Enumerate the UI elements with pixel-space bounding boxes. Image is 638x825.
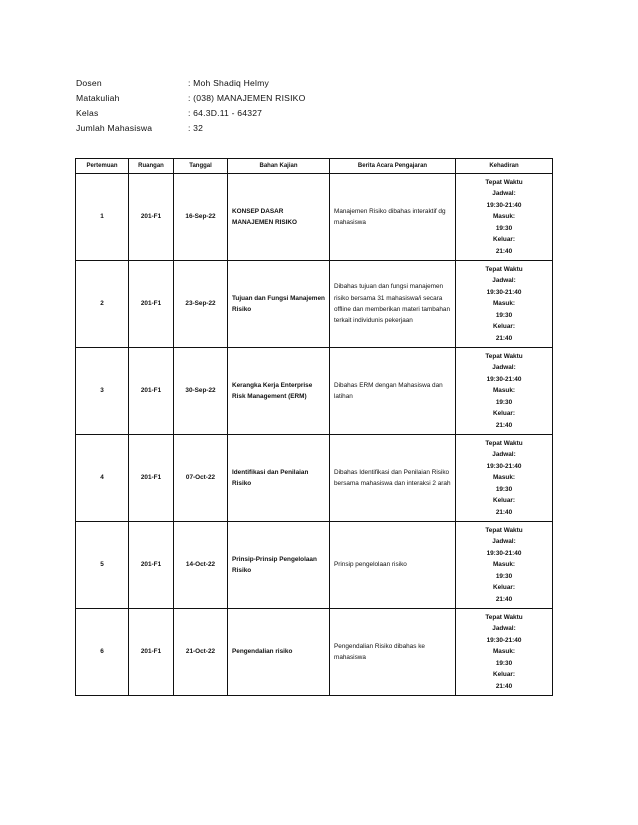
cell-kehadiran: [456, 174, 553, 261]
attendance-schedule-label: Jadwal:: [492, 190, 516, 198]
cell-ruangan: 201-F1: [129, 435, 174, 522]
cell-tanggal: 07-Oct-22: [174, 435, 228, 522]
table-row: [76, 522, 553, 609]
table-row: [76, 174, 553, 261]
attendance-out: 21:40: [495, 334, 513, 342]
info-label: Kelas: [76, 108, 99, 118]
attendance-out: 21:40: [495, 247, 513, 255]
cell-ruangan: 201-F1: [129, 174, 174, 261]
cell-pertemuan: 1: [76, 174, 129, 261]
attendance-schedule: 19:30-21:40: [486, 636, 522, 644]
attendance-out-label: Keluar:: [492, 584, 516, 592]
attendance-in-label: Masuk:: [492, 387, 516, 395]
attendance-status: Tepat Waktu: [485, 440, 523, 448]
cell-bahan-kajian: Pengendalian risiko: [228, 609, 330, 696]
attendance-status: Tepat Waktu: [485, 614, 523, 622]
cell-tanggal: 30-Sep-22: [174, 348, 228, 435]
attendance-in-label: Masuk:: [492, 474, 516, 482]
attendance-schedule: 19:30-21:40: [486, 375, 522, 383]
attendance-schedule-label: Jadwal:: [492, 625, 516, 633]
cell-berita-acara: Prinsip pengelolaan risiko: [330, 522, 456, 609]
attendance-in-label: Masuk:: [492, 648, 516, 656]
cell-pertemuan: 5: [76, 522, 129, 609]
attendance-out: 21:40: [495, 682, 513, 690]
cell-ruangan: 201-F1: [129, 609, 174, 696]
cell-kehadiran: [456, 261, 553, 348]
attendance-out-label: Keluar:: [492, 236, 516, 244]
table-row: [76, 435, 553, 522]
cell-bahan-kajian: Tujuan dan Fungsi Manajemen Risiko: [228, 261, 330, 348]
cell-pertemuan: 2: [76, 261, 129, 348]
cell-berita-acara: Dibahas ERM dengan Mahasiswa dan latihan: [330, 348, 456, 435]
info-label: Matakuliah: [76, 93, 120, 103]
attendance-in: 19:30: [495, 398, 513, 406]
attendance-status: Tepat Waktu: [485, 266, 523, 274]
attendance-table: [75, 158, 553, 696]
cell-kehadiran: [456, 609, 553, 696]
table-row: [76, 348, 553, 435]
cell-tanggal: 21-Oct-22: [174, 609, 228, 696]
attendance-status: Tepat Waktu: [485, 179, 523, 187]
cell-berita-acara: Pengendalian Risiko dibahas ke mahasiswa: [330, 609, 456, 696]
info-row-kelas: [76, 106, 306, 121]
attendance-schedule: 19:30-21:40: [486, 288, 522, 296]
header-kehadiran: Kehadiran: [456, 159, 553, 174]
attendance-in-label: Masuk:: [492, 213, 516, 221]
header-tanggal: Tanggal: [174, 159, 228, 174]
cell-tanggal: 16-Sep-22: [174, 174, 228, 261]
header-pertemuan: Pertemuan: [76, 159, 129, 174]
cell-bahan-kajian: Kerangka Kerja Enterprise Risk Management (ERM): [228, 348, 330, 435]
info-value: : 32: [188, 123, 204, 133]
header-bahan-kajian: Bahan Kajian: [228, 159, 330, 174]
table-row: [76, 609, 553, 696]
cell-berita-acara: Dibahas Identifikasi dan Penilaian Risiko bersama mahasiswa dan interaksi 2 arah: [330, 435, 456, 522]
cell-berita-acara: Manajemen Risiko dibahas interaktif dg mahasiswa: [330, 174, 456, 261]
attendance-in: 19:30: [495, 485, 513, 493]
attendance-in: 19:30: [495, 224, 513, 232]
attendance-schedule: 19:30-21:40: [486, 201, 522, 209]
attendance-out-label: Keluar:: [492, 671, 516, 679]
cell-bahan-kajian: Identifikasi dan Penilaian Risiko: [228, 435, 330, 522]
attendance-schedule-label: Jadwal:: [492, 364, 516, 372]
attendance-in: 19:30: [495, 572, 513, 580]
cell-kehadiran: [456, 348, 553, 435]
attendance-out: 21:40: [495, 595, 513, 603]
cell-ruangan: 201-F1: [129, 261, 174, 348]
cell-kehadiran: [456, 435, 553, 522]
attendance-in: 19:30: [495, 659, 513, 667]
header-berita-acara: Berita Acara Pengajaran: [330, 159, 456, 174]
info-value: : Moh Shadiq Helmy: [188, 78, 269, 88]
attendance-out-label: Keluar:: [492, 323, 516, 331]
cell-tanggal: 14-Oct-22: [174, 522, 228, 609]
cell-pertemuan: 4: [76, 435, 129, 522]
cell-ruangan: 201-F1: [129, 348, 174, 435]
table-header-row: [76, 159, 553, 174]
table-row: [76, 261, 553, 348]
info-label: Dosen: [76, 78, 102, 88]
cell-kehadiran: [456, 522, 553, 609]
attendance-status: Tepat Waktu: [485, 353, 523, 361]
info-label: Jumlah Mahasiswa: [76, 123, 153, 133]
attendance-status: Tepat Waktu: [485, 527, 523, 535]
info-row-dosen: [76, 76, 306, 91]
info-row-matakuliah: [76, 91, 306, 106]
attendance-in: 19:30: [495, 311, 513, 319]
attendance-schedule: 19:30-21:40: [486, 549, 522, 557]
cell-bahan-kajian: Prinsip-Prinsip Pengelolaan Risiko: [228, 522, 330, 609]
cell-bahan-kajian: KONSEP DASAR MANAJEMEN RISIKO: [228, 174, 330, 261]
attendance-out-label: Keluar:: [492, 410, 516, 418]
cell-berita-acara: Dibahas tujuan dan fungsi manajemen risiko bersama 31 mahasiswa/i secara offline dan memberikan materi tambahan terkait individunis pekerjaan: [330, 261, 456, 348]
info-row-jumlah-mahasiswa: [76, 121, 306, 136]
cell-ruangan: 201-F1: [129, 522, 174, 609]
attendance-out-label: Keluar:: [492, 497, 516, 505]
attendance-out: 21:40: [495, 508, 513, 516]
info-value: : (038) MANAJEMEN RISIKO: [188, 93, 306, 103]
header-ruangan: Ruangan: [129, 159, 174, 174]
attendance-schedule-label: Jadwal:: [492, 538, 516, 546]
attendance-schedule: 19:30-21:40: [486, 462, 522, 470]
attendance-out: 21:40: [495, 421, 513, 429]
cell-pertemuan: 3: [76, 348, 129, 435]
info-value: : 64.3D.11 - 64327: [188, 108, 263, 118]
cell-pertemuan: 6: [76, 609, 129, 696]
attendance-schedule-label: Jadwal:: [492, 277, 516, 285]
cell-tanggal: 23-Sep-22: [174, 261, 228, 348]
attendance-in-label: Masuk:: [492, 300, 516, 308]
attendance-schedule-label: Jadwal:: [492, 451, 516, 459]
attendance-in-label: Masuk:: [492, 561, 516, 569]
course-info: [76, 76, 306, 136]
